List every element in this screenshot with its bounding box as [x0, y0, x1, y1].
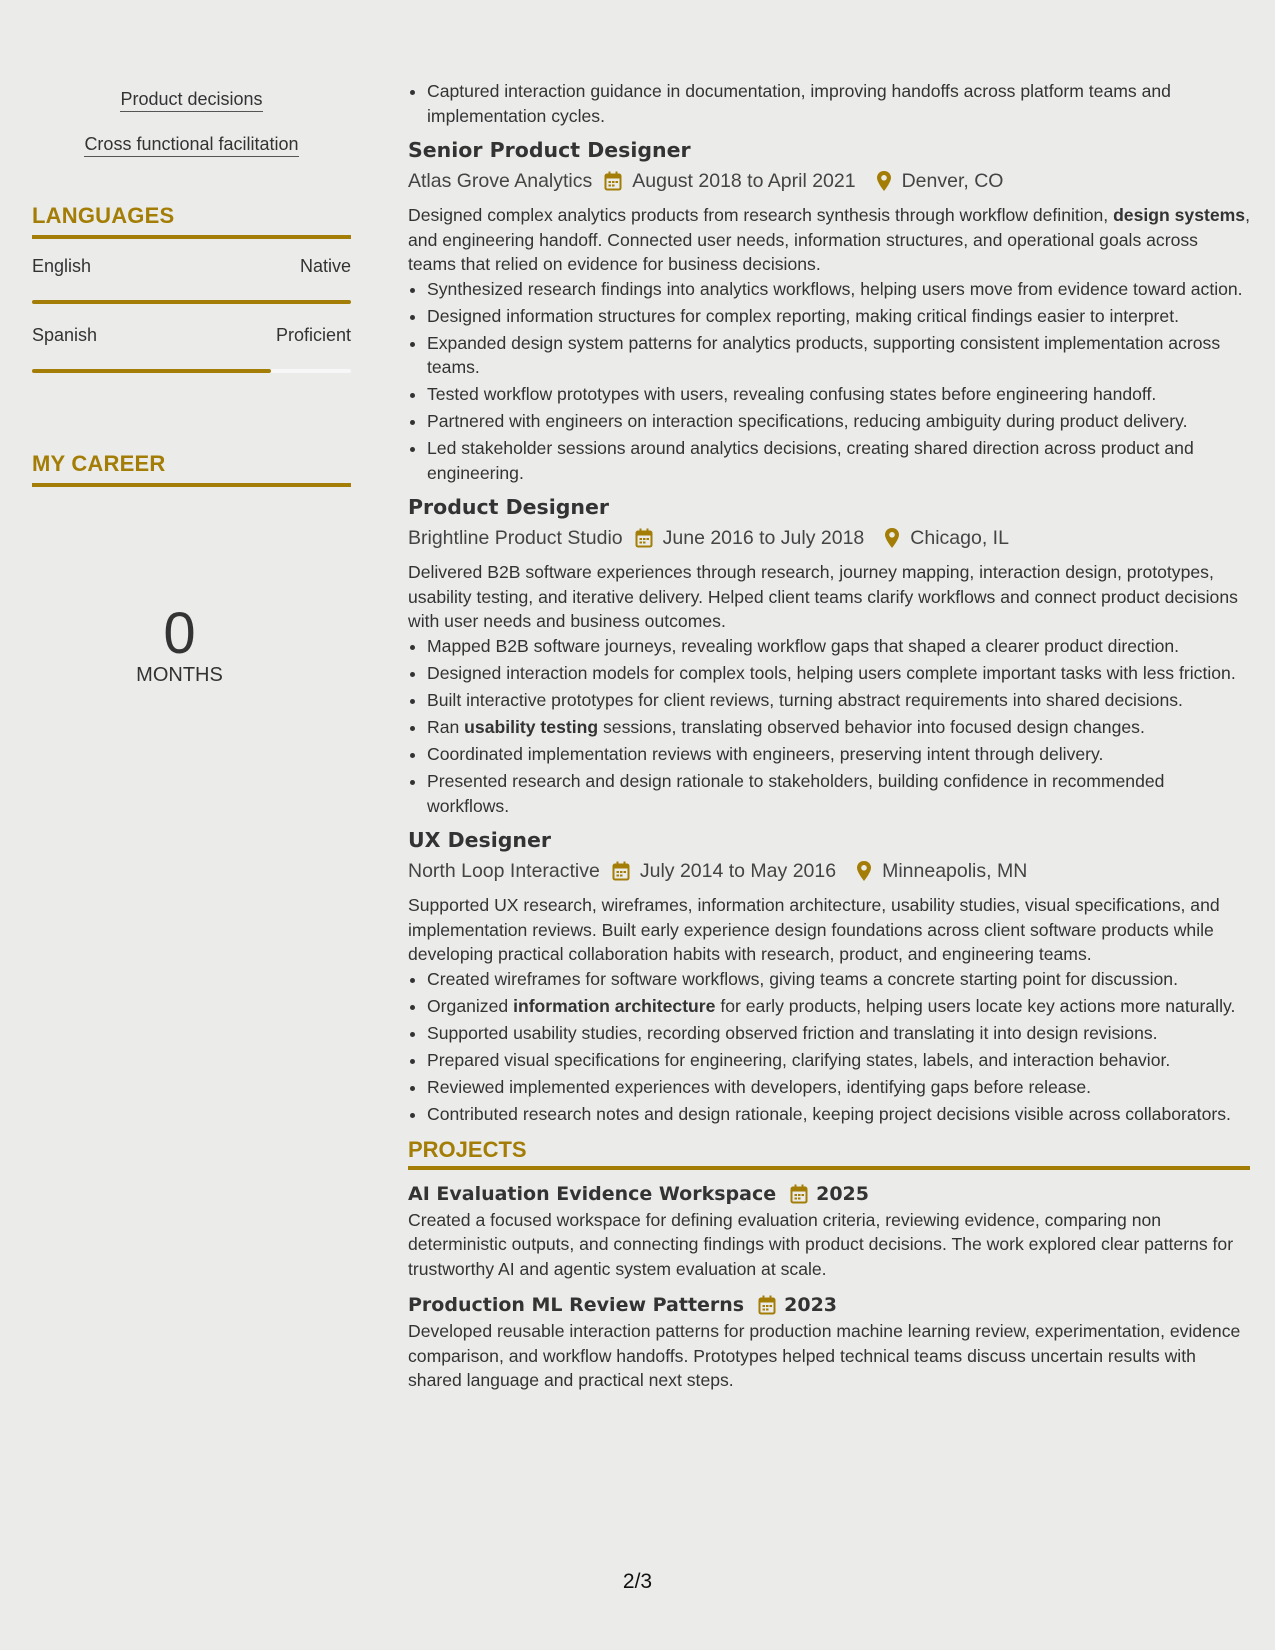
list-item: • Tested workflow prototypes with users, revealing confusing states before engineering handoff. — [427, 382, 1250, 407]
map-pin-icon — [876, 170, 892, 192]
job-title: Senior Product Designer — [408, 138, 691, 162]
bullet-list — [408, 79, 1250, 128]
career-heading: MY CAREER — [32, 451, 351, 487]
list-item: • Prepared visual specifications for engineering, clarifying states, labels, and interaction behavior. — [427, 1048, 1250, 1073]
list-item: • Expanded design system patterns for analytics products, supporting consistent implementation across teams. — [427, 331, 1250, 380]
job-title: Product Designer — [408, 495, 610, 520]
list-item: • Partnered with engineers on interaction specifications, reducing ambiguity during product delivery. — [427, 409, 1250, 434]
job-entry — [408, 135, 1250, 485]
job-summary: Delivered B2B software experiences through research, journey mapping, interaction design, prototypes, usability testing, and iterative delivery. Helped client teams clarify workflows and connect product decisions with user needs and business outcomes. — [408, 562, 1238, 632]
calendar-icon — [612, 861, 630, 881]
language-name: Spanish — [32, 325, 98, 345]
list-item: • Designed information structures for complex reporting, making critical findings easier to interpret. — [427, 304, 1250, 329]
project-entry — [408, 1180, 1250, 1282]
bullet-list — [408, 634, 1250, 818]
map-pin-icon — [884, 527, 900, 549]
language-proficiency-bar — [32, 300, 351, 304]
language-row — [32, 256, 351, 277]
job-entry — [408, 492, 1250, 818]
job-dates: August 2018 to April 2021 — [632, 170, 856, 192]
list-item: • Coordinated implementation reviews with engineers, preserving intent through delivery. — [427, 742, 1250, 767]
language-name: English — [32, 256, 92, 276]
list-item: • Organized information architecture for early products, helping users locate key actions more naturally. — [427, 994, 1250, 1019]
language-row — [32, 325, 351, 346]
job-dates: July 2014 to May 2016 — [639, 860, 837, 883]
job-location: Minneapolis, MN — [882, 860, 1028, 883]
project-title-row — [408, 1180, 1250, 1208]
project-year: 2025 — [816, 1182, 869, 1205]
calendar-icon — [635, 528, 653, 548]
list-item: • Built interactive prototypes for client reviews, turning abstract requirements into shared decisions. — [427, 688, 1250, 713]
list-item: • Synthesized research findings into analytics workflows, helping users move from evidence toward action. — [427, 277, 1250, 302]
language-proficiency-fill — [32, 369, 271, 373]
list-item: • Reviewed implemented experiences with developers, identifying gaps before release. — [427, 1075, 1250, 1100]
projects-heading: PROJECTS — [408, 1137, 1250, 1170]
list-item: • Contributed research notes and design rationale, keeping project decisions visible across collaborators. — [427, 1102, 1250, 1127]
career-unit: MONTHS — [136, 664, 223, 686]
list-item: • Mapped B2B software journeys, revealing workflow gaps that shaped a clearer product direction. — [427, 634, 1250, 659]
job-meta — [408, 165, 1250, 197]
job-location: Denver, CO — [901, 170, 1004, 192]
list-item: • Created wireframes for software workflows, giving teams a concrete starting point for discussion. — [427, 967, 1250, 992]
list-item: • Supported usability studies, recording observed friction and translating it into design revisions. — [427, 1021, 1250, 1046]
project-description: Created a focused workspace for defining evaluation criteria, reviewing evidence, comparing non deterministic outputs, and connecting findings with product decisions. The work explored clear patterns for trustworthy AI and agentic system evaluation at scale. — [408, 1209, 1234, 1279]
language-proficiency-fill — [32, 300, 351, 304]
job-title: UX Designer — [408, 828, 552, 853]
list-item: • Captured interaction guidance in documentation, improving handoffs across platform teams and implementation cycles. — [427, 79, 1250, 128]
project-description: Developed reusable interaction patterns for production machine learning review, experimentation, evidence comparison, and workflow handoffs. Prototypes helped technical teams discuss uncertain results with shared language and practical next steps. — [408, 1321, 1241, 1391]
project-title-row — [408, 1291, 1250, 1319]
project-name: Production ML Review Patterns — [408, 1294, 745, 1317]
job-summary: Designed complex analytics products from research synthesis through workflow definition, design systems, and engineering handoff. Connected user needs, information structures, and operational goals across teams that relied on evidence for business decisions. — [408, 205, 1250, 274]
skill-item: Product decisions — [32, 89, 351, 110]
job-meta — [408, 522, 1250, 554]
languages-heading: LANGUAGES — [32, 203, 351, 239]
list-item: • Presented research and design rationale to stakeholders, building confidence in recommended workflows. — [427, 769, 1250, 818]
company-name: North Loop Interactive — [408, 860, 600, 883]
list-item: • Designed interaction models for complex tools, helping users complete important tasks with less friction. — [427, 661, 1250, 686]
company-name: Brightline Product Studio — [408, 527, 623, 550]
bullet-list — [408, 277, 1250, 486]
language-level: Proficient — [275, 325, 351, 345]
job-location: Chicago, IL — [910, 527, 1009, 550]
map-pin-icon — [856, 860, 872, 882]
list-item: • Led stakeholder sessions around analytics decisions, creating shared direction across product and engineering. — [427, 436, 1250, 485]
main-content — [408, 0, 1250, 1403]
skill-item: Cross functional facilitation — [32, 134, 351, 155]
list-item: • Ran usability testing sessions, translating observed behavior into focused design changes. — [427, 715, 1250, 740]
page-number: 2/3 — [622, 1570, 653, 1593]
project-entry — [408, 1291, 1250, 1393]
company-name: Atlas Grove Analytics — [408, 170, 593, 192]
job-meta — [408, 855, 1250, 887]
career-value: 0 — [163, 601, 196, 666]
calendar-icon — [604, 171, 622, 191]
job-summary: Supported UX research, wireframes, information architecture, usability studies, visual specifications, and implementation reviews. Built early experience design foundations across client software products while developing practical collaboration habits with research, product, and engineering teams. — [408, 895, 1220, 965]
job-dates: June 2016 to July 2018 — [662, 527, 865, 550]
project-year: 2023 — [784, 1294, 838, 1317]
job-entry — [408, 825, 1250, 1126]
language-proficiency-bar — [32, 369, 351, 373]
calendar-icon — [790, 1184, 808, 1204]
bullet-list — [408, 967, 1250, 1127]
project-name: AI Evaluation Evidence Workspace — [408, 1182, 777, 1205]
language-level: Native — [299, 256, 351, 276]
calendar-icon — [758, 1295, 776, 1315]
